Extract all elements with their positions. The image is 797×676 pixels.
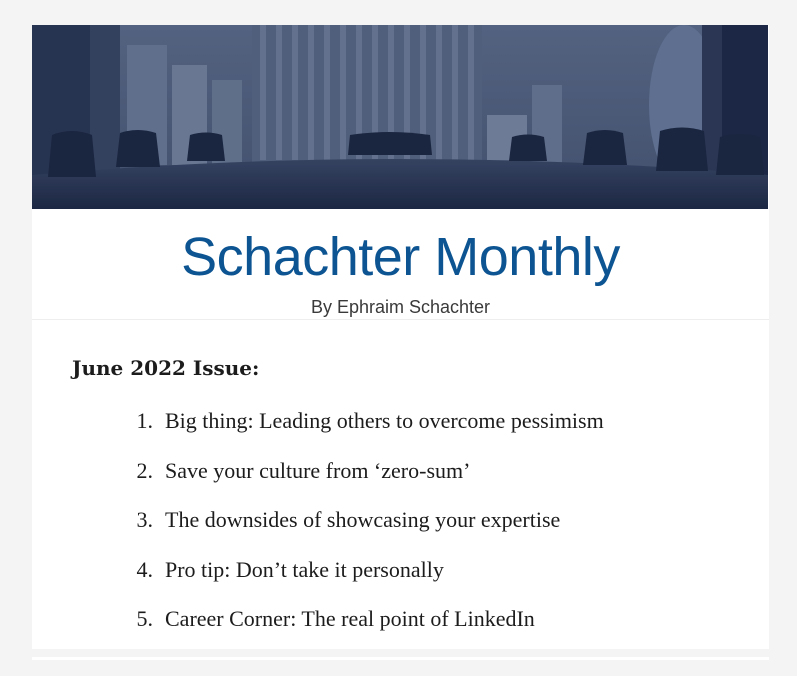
newsletter-card	[32, 25, 769, 649]
issue-heading: June 2022 Issue:	[72, 356, 260, 380]
byline: By Ephraim Schachter	[310, 297, 491, 317]
toc-item-number: 2.	[136, 457, 153, 483]
masthead	[32, 209, 769, 320]
toc-item-text: Save your culture from ‘zero-sum’	[165, 457, 471, 483]
toc-item-text: Big thing: Leading others to overcome pessimism	[165, 408, 604, 433]
footer-divider	[32, 657, 769, 660]
toc-item-text: Pro tip: Don’t take it personally	[165, 556, 444, 582]
newsletter-title: Schachter Monthly	[181, 227, 620, 287]
toc-item[interactable]	[120, 455, 604, 505]
table-of-contents	[120, 405, 604, 653]
toc-item-number: 1.	[136, 408, 153, 433]
toc-item[interactable]	[120, 603, 604, 653]
toc-item[interactable]	[120, 504, 604, 554]
boardroom-banner-image	[32, 25, 768, 209]
toc-item-number: 4.	[136, 556, 153, 582]
toc-item-number: 3.	[136, 507, 153, 532]
toc-item-text: Career Corner: The real point of LinkedIn	[165, 606, 535, 631]
toc-item[interactable]	[120, 405, 604, 455]
toc-item[interactable]	[120, 554, 604, 604]
toc-item-text: The downsides of showcasing your expertise	[165, 507, 561, 532]
toc-item-number: 5.	[136, 606, 153, 631]
